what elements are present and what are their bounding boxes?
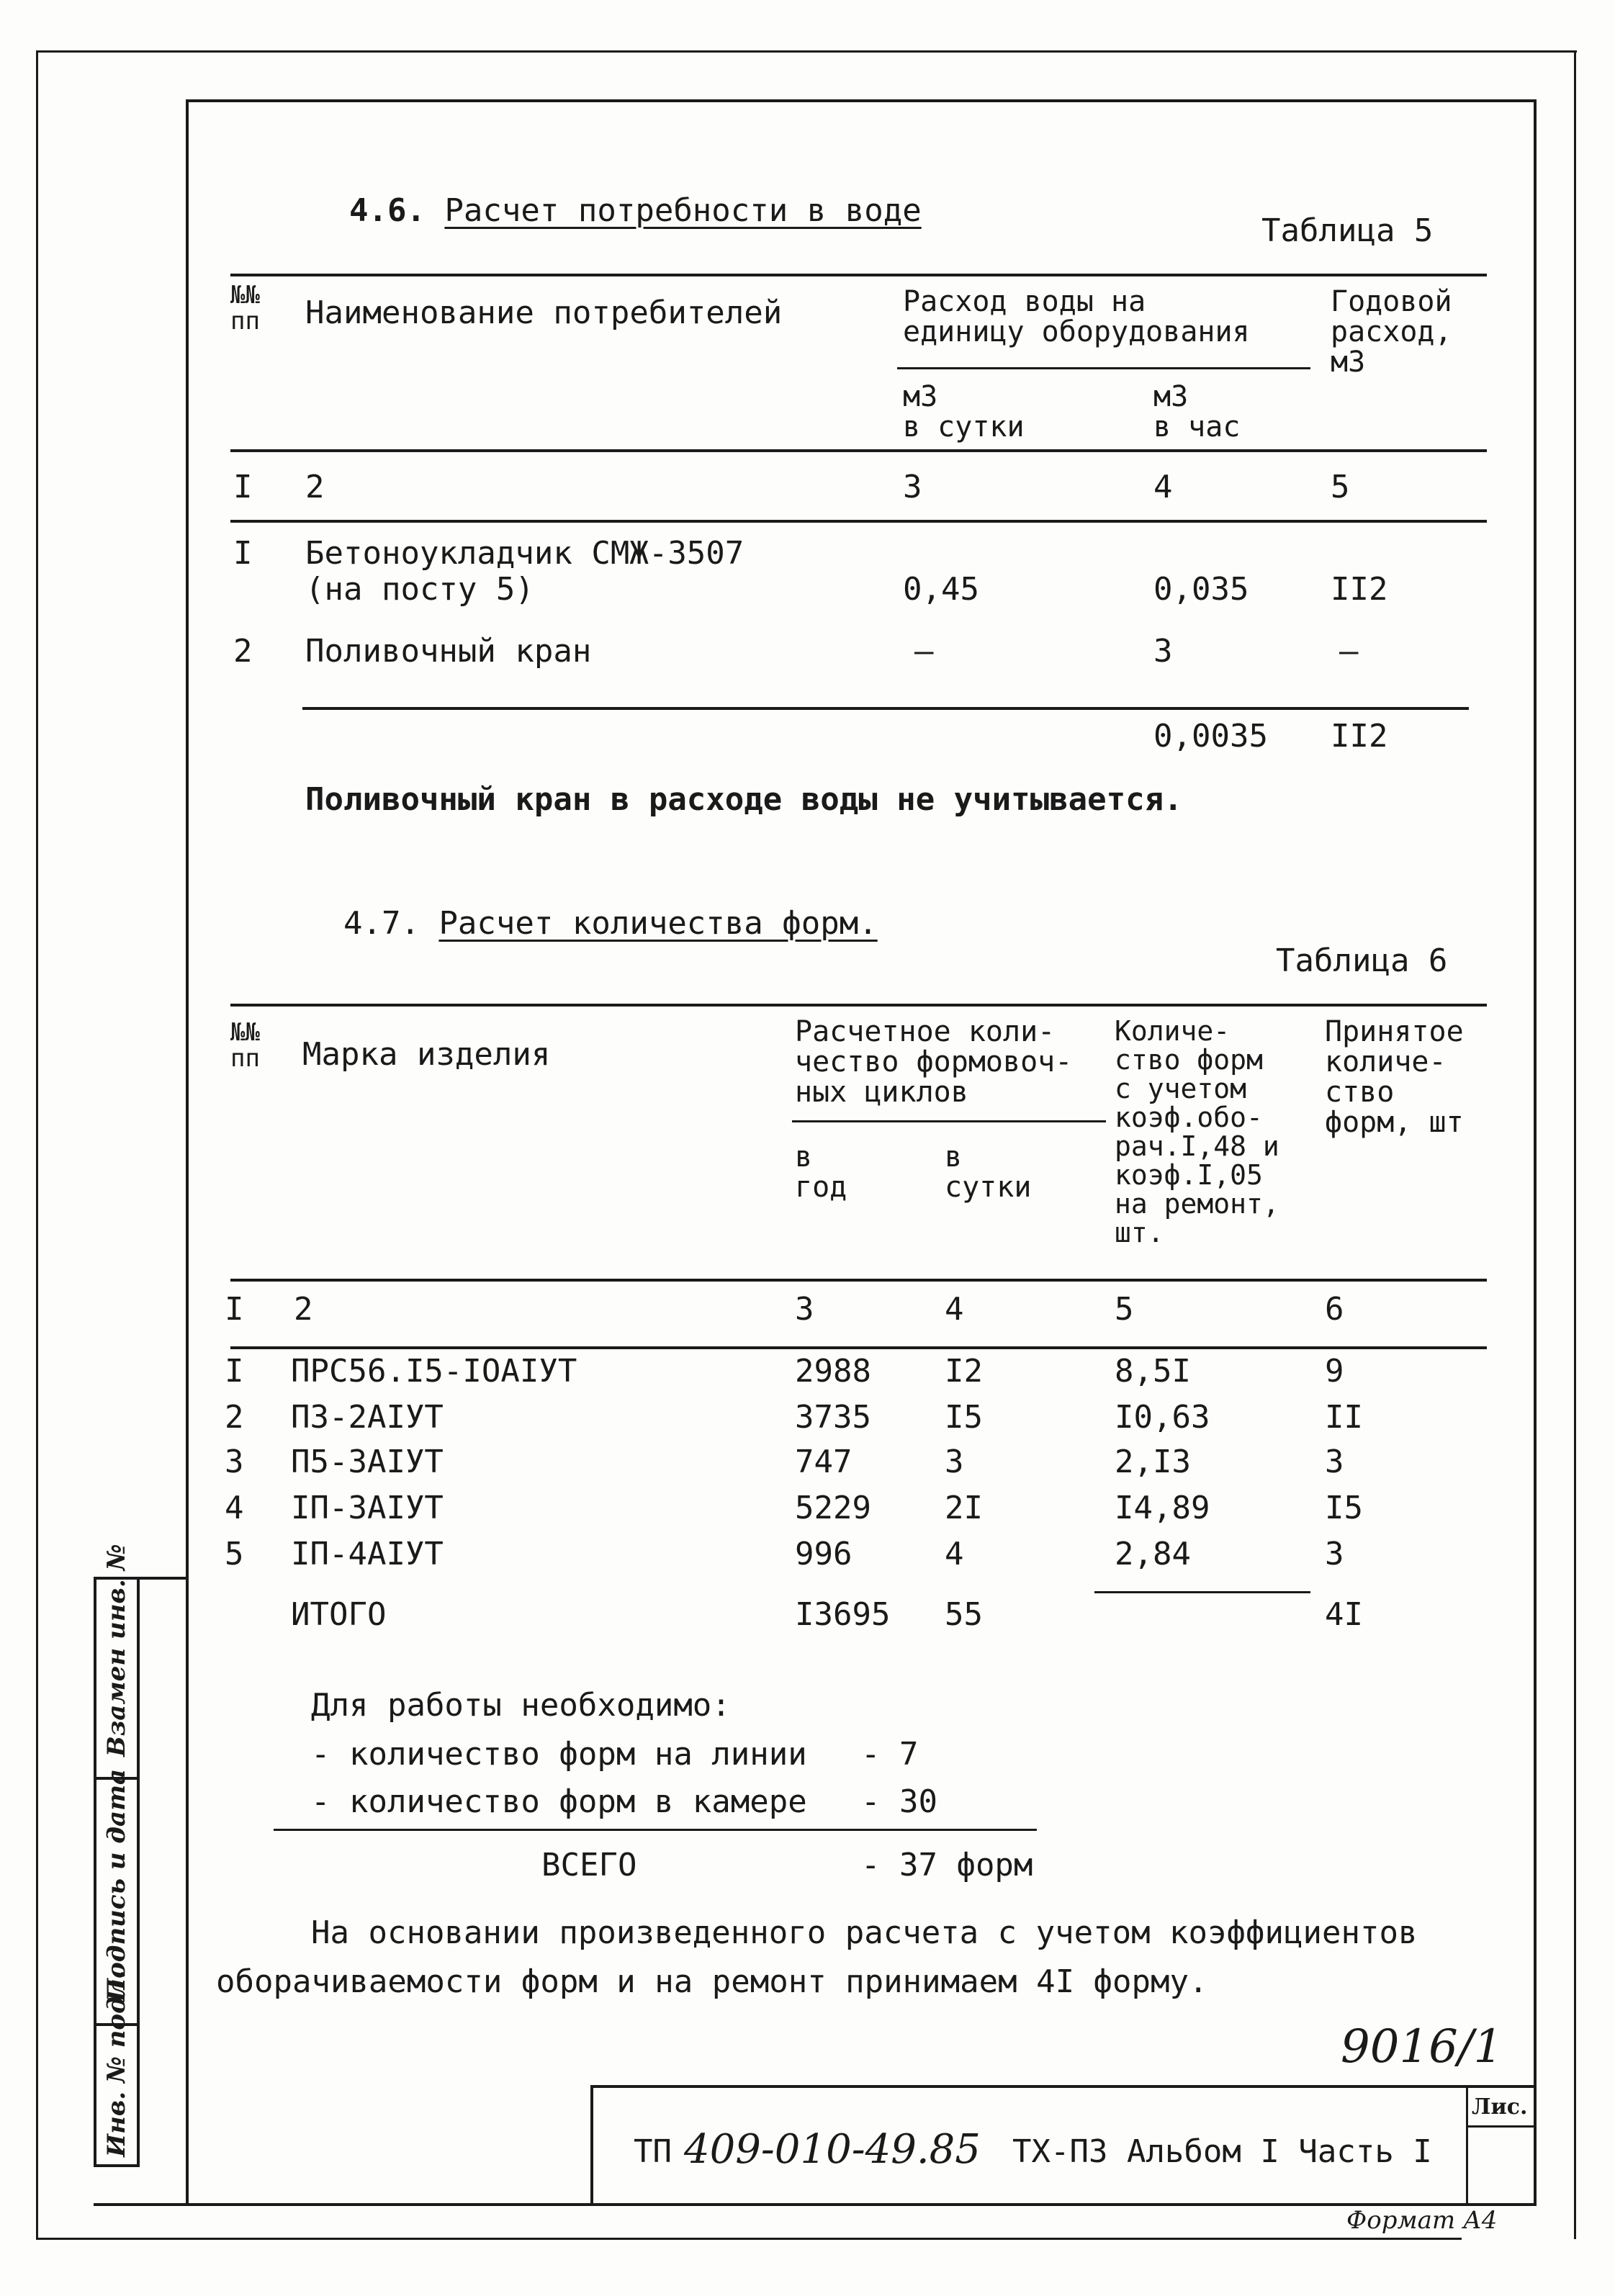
table-6-row-3-day: 3 bbox=[945, 1444, 964, 1480]
table-6-row-4-forms: I4,89 bbox=[1115, 1490, 1210, 1526]
table-6-colnum-4: 4 bbox=[945, 1291, 964, 1328]
table-5-total-annual: II2 bbox=[1331, 718, 1388, 755]
table-5-label: Таблица 5 bbox=[1261, 212, 1434, 249]
table-5-header-per-day: м3 в сутки bbox=[903, 380, 1025, 444]
side-label-inv-no: Инв. № подл. bbox=[102, 1970, 131, 2157]
table-5-row-1-annual: II2 bbox=[1331, 571, 1388, 608]
table-6-top-rule bbox=[230, 1004, 1487, 1007]
table-5-row-1-day: 0,45 bbox=[903, 571, 979, 608]
stamp-sheet-mid-rule bbox=[1466, 2125, 1535, 2128]
table-6-header-day: в сутки bbox=[945, 1140, 1032, 1204]
table-6-total-day: 55 bbox=[945, 1596, 983, 1633]
table-6-total-accepted: 4I bbox=[1325, 1596, 1363, 1633]
table-5-row-2-name: Поливочный кран bbox=[305, 633, 592, 670]
table-5-colnum-4: 4 bbox=[1153, 469, 1173, 505]
requirements-total-value: - 37 форм bbox=[861, 1847, 1033, 1883]
side-block-bottom-rule bbox=[94, 2164, 140, 2167]
table-6-row-2-accepted: II bbox=[1325, 1399, 1363, 1436]
table-5-colnum-1: I bbox=[233, 469, 253, 505]
requirements-line-value: - 7 bbox=[861, 1736, 919, 1773]
table-6-row-1-day: I2 bbox=[945, 1353, 983, 1390]
table-5-row-1-num: I bbox=[233, 535, 253, 572]
table-6-header-mark: Марка изделия bbox=[302, 1036, 551, 1073]
table-6-total-year: I3695 bbox=[795, 1596, 891, 1633]
side-block-left-rule bbox=[94, 1577, 96, 2167]
table-6-row-5-forms: 2,84 bbox=[1115, 1536, 1191, 1572]
table-6-row-3-num: 3 bbox=[225, 1444, 244, 1480]
table-5-total-hour: 0,0035 bbox=[1153, 718, 1268, 755]
table-6-row-3-forms: 2,I3 bbox=[1115, 1444, 1191, 1480]
table-6-colnum-6: 6 bbox=[1325, 1291, 1344, 1328]
outer-frame-right bbox=[1574, 50, 1576, 2239]
side-label-signature: Подпись и дата bbox=[102, 1768, 131, 2002]
stamp-left-rule bbox=[590, 2085, 593, 2206]
table-5-header-per-hour: м3 в час bbox=[1153, 380, 1241, 444]
outer-frame-bottom bbox=[36, 2238, 1462, 2240]
table-6-header-year: в год bbox=[795, 1140, 847, 1204]
conclusion-line-1: На основании произведенного расчета с учетом коэффициентов bbox=[311, 1914, 1418, 1951]
section-46-note: Поливочный кран в расходе воды не учитывается. bbox=[305, 781, 1183, 818]
table-6-row-5-year: 996 bbox=[795, 1536, 853, 1572]
table-5-header-name: Наименование потребителей bbox=[305, 294, 783, 331]
table-5-row-2-num: 2 bbox=[233, 633, 253, 670]
table-6-colnum-rule bbox=[230, 1346, 1487, 1349]
table-6-total-rule bbox=[1094, 1591, 1310, 1593]
conclusion-line-2: оборачиваемости форм и на ремонт принимаем 4I форму. bbox=[216, 1963, 1208, 2000]
table-5-row-1-hour: 0,035 bbox=[1153, 571, 1249, 608]
table-6-row-4-day: 2I bbox=[945, 1490, 983, 1526]
table-6-row-3-mark: П5-3АIУТ bbox=[291, 1444, 444, 1480]
table-6-row-1-year: 2988 bbox=[795, 1353, 871, 1390]
inner-frame-left bbox=[186, 99, 189, 2205]
table-5-colnum-5: 5 bbox=[1331, 469, 1350, 505]
table-6-row-5-mark: IП-4АIУТ bbox=[291, 1536, 444, 1572]
stamp-top-rule bbox=[590, 2085, 1534, 2088]
table-6-row-1-num: I bbox=[225, 1353, 244, 1390]
table-5-header-usage: Расход воды на единицу оборудования bbox=[903, 285, 1250, 348]
table-6-header-accepted: Принятое количе- ство форм, шт bbox=[1325, 1015, 1464, 1139]
table-6-row-5-num: 5 bbox=[225, 1536, 244, 1572]
table-5-colnum-3: 3 bbox=[903, 469, 922, 505]
table-6-row-1-forms: 8,5I bbox=[1115, 1353, 1191, 1390]
requirements-line-label: - количество форм на линии bbox=[311, 1736, 807, 1773]
outer-frame-left bbox=[36, 50, 38, 2239]
requirements-chamber-value: - 30 bbox=[861, 1783, 937, 1820]
table-6-row-4-year: 5229 bbox=[795, 1490, 871, 1526]
outer-frame-top bbox=[36, 50, 1577, 53]
inner-frame-right bbox=[1534, 99, 1537, 2205]
section-46-title: 4.6. Расчет потребности в воде bbox=[348, 192, 922, 229]
table-5-row-2-annual: – bbox=[1339, 633, 1359, 670]
table-6-header-cycles: Расчетное коли- чество формовоч- ных циклов bbox=[795, 1015, 1073, 1109]
table-6-row-4-num: 4 bbox=[225, 1490, 244, 1526]
table-5-header-annual: Годовой расход, м3 bbox=[1331, 285, 1452, 379]
table-6-header-num: №№ пп bbox=[230, 1018, 260, 1073]
table-6-subheader-rule bbox=[792, 1120, 1106, 1122]
format-label: Формат А4 bbox=[1346, 2206, 1498, 2235]
table-6-total-label: ИТОГО bbox=[291, 1596, 387, 1633]
requirements-total-label: ВСЕГО bbox=[541, 1847, 637, 1883]
requirements-intro: Для работы необходимо: bbox=[311, 1687, 731, 1724]
table-6-row-4-mark: IП-3АIУТ bbox=[291, 1490, 444, 1526]
stamp-prefix: ТП bbox=[634, 2133, 672, 2170]
table-5-header-rule bbox=[230, 449, 1487, 452]
table-5-top-rule bbox=[230, 274, 1487, 276]
table-6-row-4-accepted: I5 bbox=[1325, 1490, 1363, 1526]
inner-frame-bottom bbox=[94, 2203, 1537, 2206]
table-5-row-2-day: – bbox=[914, 633, 934, 670]
table-6-row-5-accepted: 3 bbox=[1325, 1536, 1344, 1572]
stamp-suffix: ТХ-ПЗ Альбом I Часть I bbox=[1012, 2133, 1432, 2170]
table-5-colnum-2: 2 bbox=[305, 469, 325, 505]
table-6-colnum-5: 5 bbox=[1115, 1291, 1134, 1328]
table-6-colnum-1: I bbox=[225, 1291, 244, 1328]
table-5-header-num: №№ пп bbox=[230, 281, 260, 336]
table-6-label: Таблица 6 bbox=[1276, 942, 1448, 979]
side-label-replace: Взамен инв. № bbox=[102, 1544, 131, 1757]
table-5-row-1-name: Бетоноукладчик СМЖ-3507 (на посту 5) bbox=[305, 535, 744, 608]
table-6-row-1-accepted: 9 bbox=[1325, 1353, 1344, 1390]
table-6-row-3-accepted: 3 bbox=[1325, 1444, 1344, 1480]
table-5-row-2-hour: 3 bbox=[1153, 633, 1173, 670]
stamp-sheet-left-rule bbox=[1466, 2085, 1468, 2206]
requirements-sum-rule bbox=[274, 1829, 1037, 1831]
table-6-colnum-3: 3 bbox=[795, 1291, 814, 1328]
table-6-row-2-year: 3735 bbox=[795, 1399, 871, 1436]
table-6-header-rule bbox=[230, 1279, 1487, 1282]
inner-frame-top bbox=[186, 99, 1535, 102]
table-6-colnum-2: 2 bbox=[294, 1291, 313, 1328]
table-6-row-2-day: I5 bbox=[945, 1399, 983, 1436]
handwritten-number: 9016/1 bbox=[1341, 2020, 1503, 2074]
side-block-right-rule bbox=[137, 1577, 140, 2167]
table-6-row-1-mark: ПРС56.I5-IОАIУТ bbox=[291, 1353, 577, 1390]
table-6-row-2-mark: П3-2АIУТ bbox=[291, 1399, 444, 1436]
table-6-row-5-day: 4 bbox=[945, 1536, 964, 1572]
table-5-total-rule bbox=[302, 707, 1469, 710]
section-47-title: 4.7. Расчет количества форм. bbox=[343, 905, 878, 942]
requirements-chamber-label: - количество форм в камере bbox=[311, 1783, 807, 1820]
table-6-row-2-forms: I0,63 bbox=[1115, 1399, 1210, 1436]
table-6-header-forms: Количе- ство форм с учетом коэф.обо- рач.I,48 и коэф.I,05 на ремонт, шт. bbox=[1115, 1015, 1279, 1248]
stamp-number: 409-010-49.85 bbox=[684, 2126, 981, 2173]
table-5-colnum-rule bbox=[230, 520, 1487, 523]
stamp-sheet-label: Лис. bbox=[1472, 2094, 1528, 2120]
table-6-row-3-year: 747 bbox=[795, 1444, 853, 1480]
table-5-subheader-rule bbox=[897, 367, 1310, 369]
table-6-row-2-num: 2 bbox=[225, 1399, 244, 1436]
